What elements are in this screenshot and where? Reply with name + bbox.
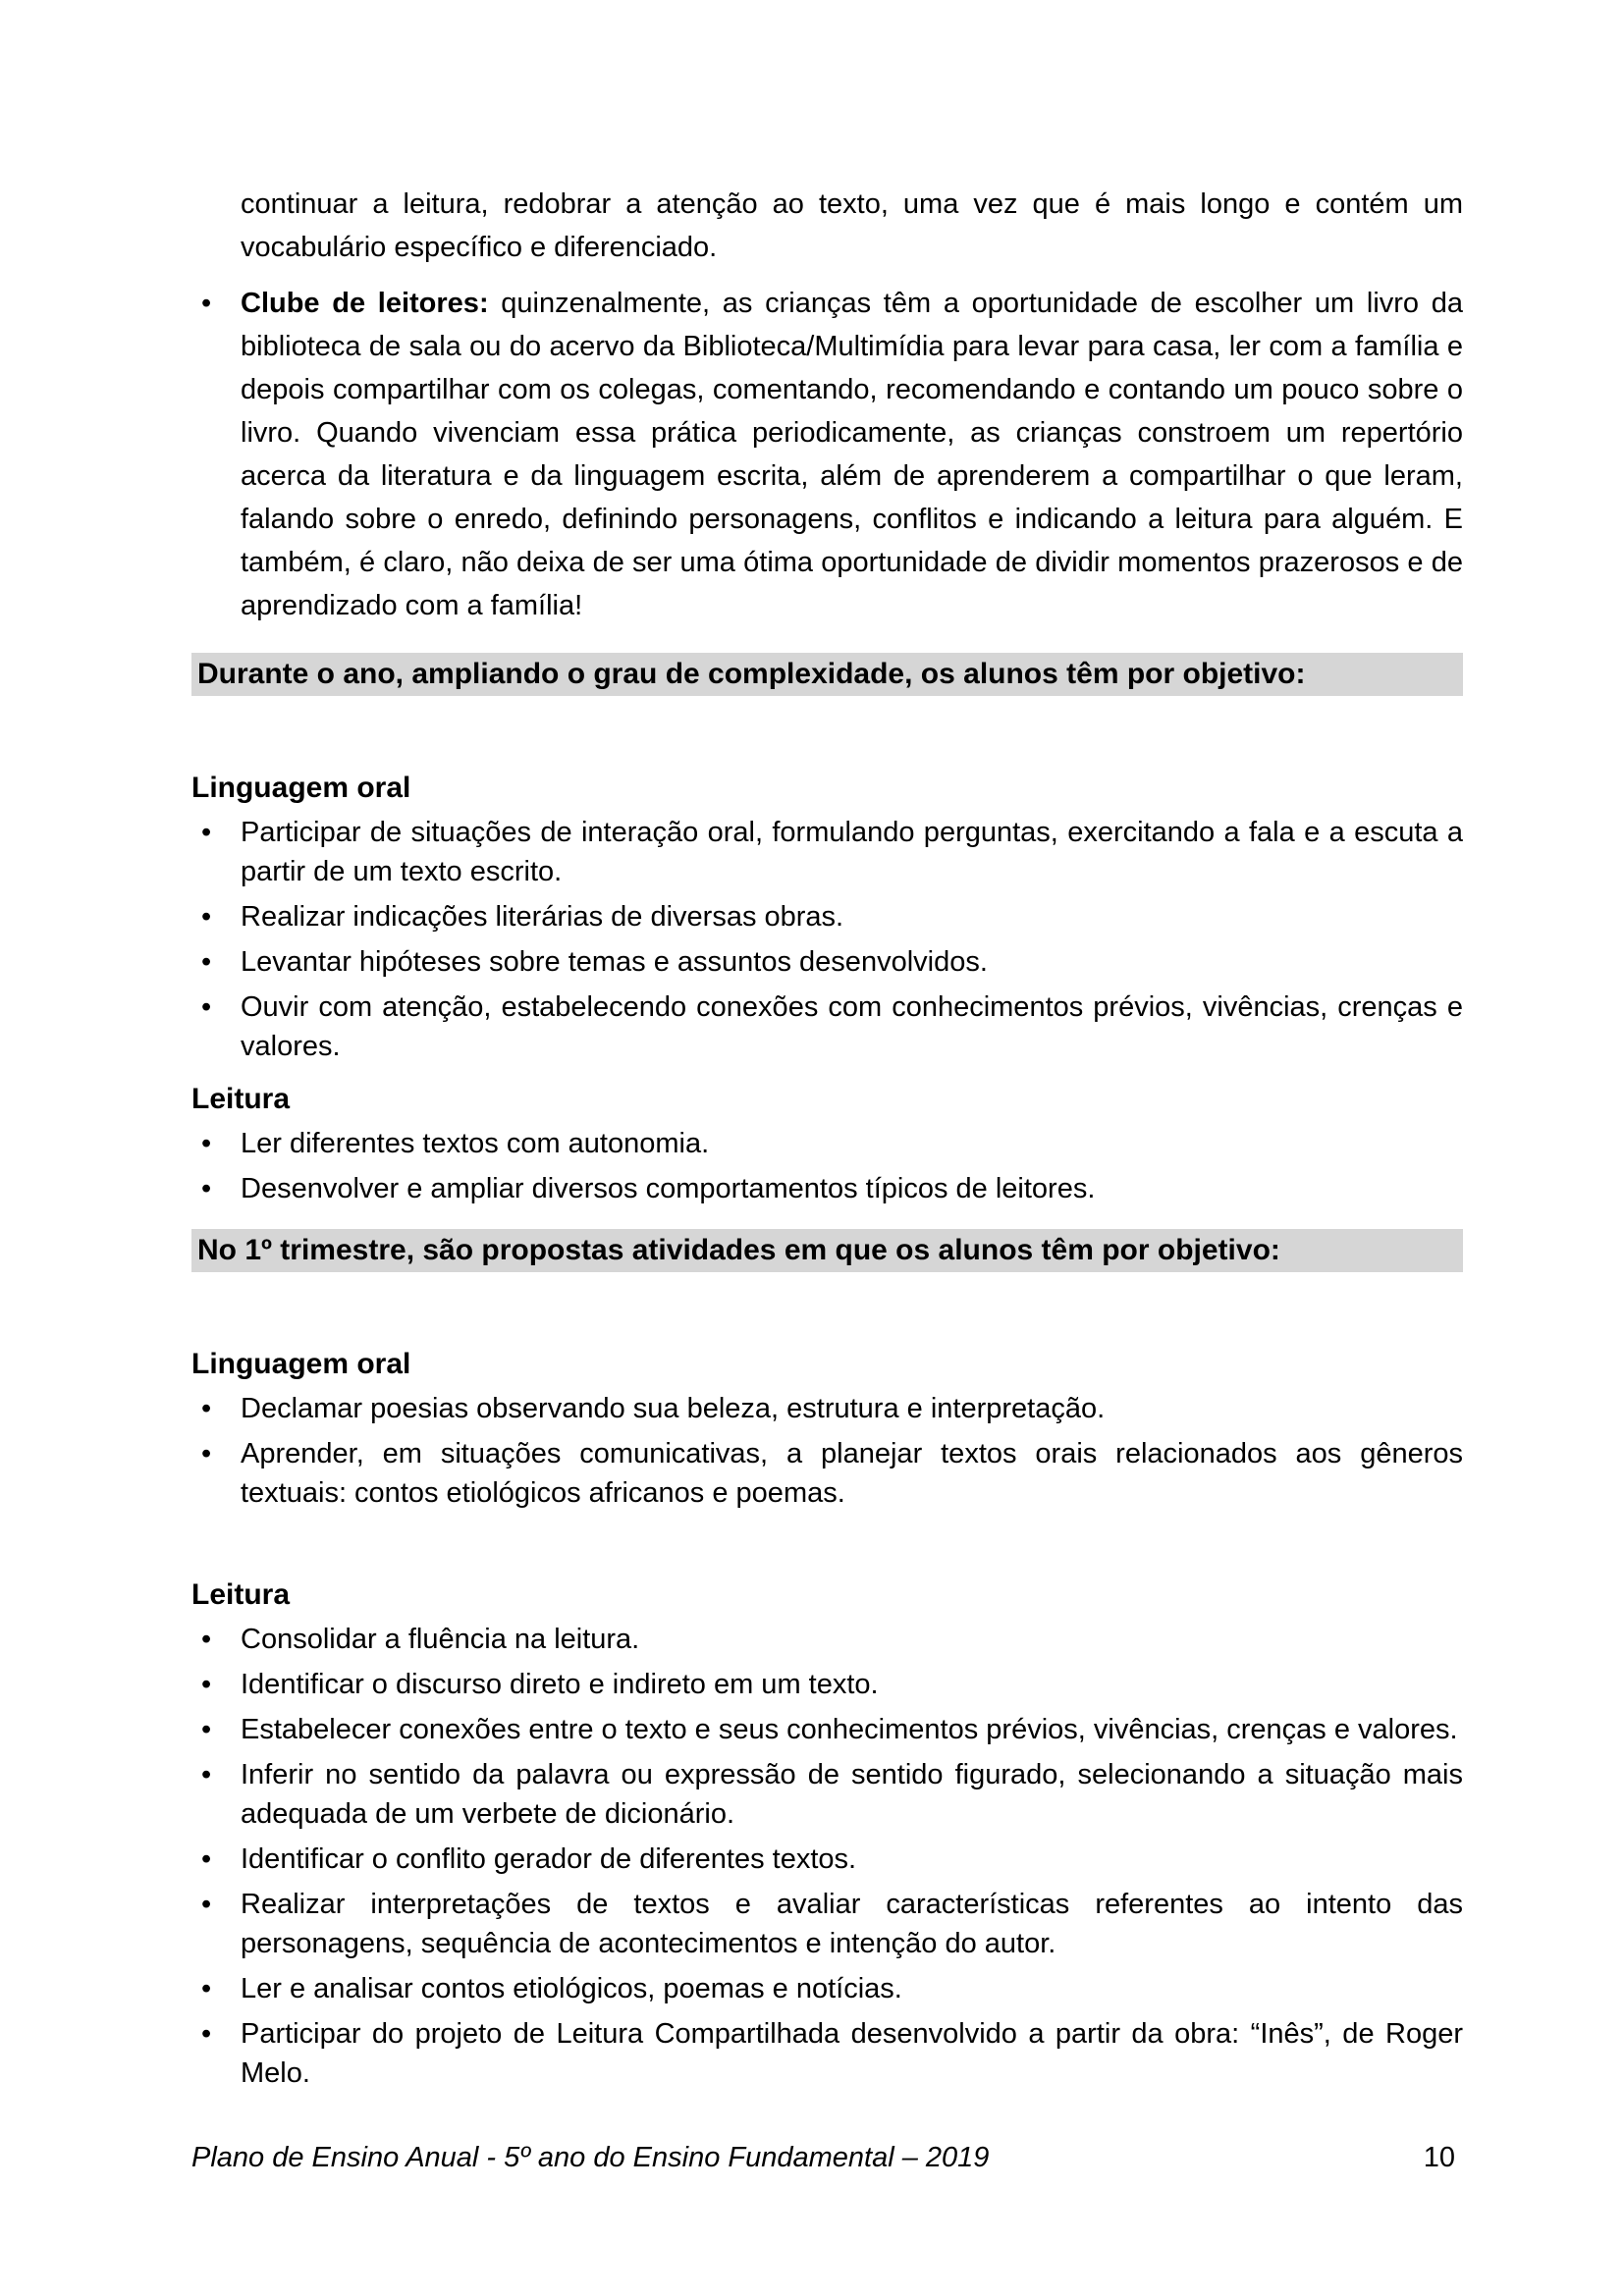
- list-item: [191, 1969, 1463, 2008]
- list-item-text: Ler e analisar contos etiológicos, poemas e notícias.: [241, 1973, 902, 2004]
- list-item: [191, 1389, 1463, 1428]
- bullet-icon: [191, 1434, 241, 1513]
- list-item: [191, 1840, 1463, 1879]
- bullet-icon: [191, 1620, 241, 1659]
- list-item: [191, 988, 1463, 1066]
- bullet-icon: [191, 2014, 241, 2093]
- list-item-text: Identificar o discurso direto e indireto em um texto.: [241, 1669, 879, 1700]
- bullet-icon: [191, 1665, 241, 1704]
- list-item: [191, 1169, 1463, 1208]
- list-item: [191, 1620, 1463, 1659]
- subheading-linguagem-oral-2: Linguagem oral: [191, 1348, 411, 1380]
- bullet-icon: [191, 988, 241, 1066]
- section-heading-primeiro-trimestre: No 1º trimestre, são propostas atividades em que os alunos têm por objetivo:: [191, 1229, 1463, 1272]
- bullet-icon: [191, 1124, 241, 1163]
- list-item-text: [241, 282, 1463, 627]
- list-item-lead-bold: Clube de leitores:: [241, 288, 489, 319]
- bullet-icon: [191, 282, 241, 627]
- list-item: [191, 1665, 1463, 1704]
- list-item-text: Ouvir com atenção, estabelecendo conexões com conhecimentos prévios, vivências, crenças e valores.: [241, 991, 1463, 1062]
- paragraph-continuation: continuar a leitura, redobrar a atenção ao texto, uma vez que é mais longo e contém um vocabulário específico e diferenciado.: [241, 188, 1463, 263]
- list-item-text: Participar do projeto de Leitura Compartilhada desenvolvido a partir da obra: “Inês”, de Roger Melo.: [241, 2018, 1463, 2089]
- bullet-icon: [191, 942, 241, 982]
- bullet-icon: [191, 1755, 241, 1834]
- list-linguagem-oral-2: [191, 1389, 1463, 1513]
- section-heading-durante-o-ano: Durante o ano, ampliando o grau de complexidade, os alunos têm por objetivo:: [191, 653, 1463, 696]
- bullet-icon: [191, 1969, 241, 2008]
- subheading-leitura-2: Leitura: [191, 1578, 291, 1611]
- list-item-text: Realizar indicações literárias de diversas obras.: [241, 901, 844, 933]
- list-item-text: Estabelecer conexões entre o texto e seus conhecimentos prévios, vivências, crenças e valores.: [241, 1714, 1458, 1745]
- list-item-text: Levantar hipóteses sobre temas e assuntos desenvolvidos.: [241, 946, 988, 978]
- list-item-text: Aprender, em situações comunicativas, a planejar textos orais relacionados aos gêneros textuais: contos etiológicos africanos e poemas.: [241, 1438, 1463, 1509]
- page-footer: [191, 2140, 1455, 2175]
- list-item: [191, 813, 1463, 891]
- list-item: [191, 1710, 1463, 1749]
- bullet-icon: [191, 1169, 241, 1208]
- list-item: [191, 942, 1463, 982]
- list-item: [191, 897, 1463, 936]
- bullet-icon: [191, 1840, 241, 1879]
- list-item: [191, 1885, 1463, 1963]
- list-item-text: Desenvolver e ampliar diversos comportamentos típicos de leitores.: [241, 1173, 1096, 1204]
- list-leitura-1: [191, 1124, 1463, 1208]
- list-item-text: Ler diferentes textos com autonomia.: [241, 1128, 710, 1159]
- list-item: [191, 1124, 1463, 1163]
- subheading-linguagem-oral-1: Linguagem oral: [191, 772, 411, 804]
- list-item-text: Consolidar a fluência na leitura.: [241, 1624, 640, 1655]
- page-number: 10: [1423, 2142, 1455, 2173]
- list-item-body: quinzenalmente, as crianças têm a oportunidade de escolher um livro da biblioteca de sala ou do acervo da Biblioteca/Multimídia para levar para casa, ler com a família e depois compartilhar com os colegas, comentando, recomendando e contando um pouco sobre o livro. Quando vivenciam essa prática periodicamente, as crianças constroem um repertório acerca da literatura e da linguagem escrita, além de aprenderem a compartilhar o que leram, falando sobre o enredo, definindo personagens, conflitos e indicando a leitura para alguém. E também, é claro, não deixa de ser uma ótima oportunidade de dividir momentos prazerosos e de aprendizado com a família!: [241, 288, 1464, 621]
- list-item-text: Inferir no sentido da palavra ou expressão de sentido figurado, selecionando a situação mais adequada de um verbete de dicionário.: [241, 1759, 1463, 1830]
- list-item: [191, 1434, 1463, 1513]
- list-item-text: Participar de situações de interação oral, formulando perguntas, exercitando a fala e a escuta a partir de um texto escrito.: [241, 817, 1463, 887]
- list-item-clube-de-leitores: [191, 282, 1463, 627]
- list-item-text: Declamar poesias observando sua beleza, estrutura e interpretação.: [241, 1393, 1106, 1424]
- bullet-icon: [191, 1389, 241, 1428]
- list-linguagem-oral-1: [191, 813, 1463, 1066]
- bullet-icon: [191, 1885, 241, 1963]
- list-leitura-2: [191, 1620, 1463, 2093]
- bullet-icon: [191, 897, 241, 936]
- bullet-icon: [191, 1710, 241, 1749]
- list-item: [191, 2014, 1463, 2093]
- bullet-icon: [191, 813, 241, 891]
- subheading-leitura-1: Leitura: [191, 1083, 291, 1115]
- list-item-text: Realizar interpretações de textos e avaliar características referentes ao intento das personagens, sequência de acontecimentos e intenção do autor.: [241, 1889, 1463, 1959]
- page-content: [191, 0, 1463, 2093]
- footer-document-title: Plano de Ensino Anual - 5º ano do Ensino Fundamental – 2019: [191, 2142, 990, 2173]
- list-item: [191, 1755, 1463, 1834]
- list-item-text: Identificar o conflito gerador de diferentes textos.: [241, 1843, 857, 1875]
